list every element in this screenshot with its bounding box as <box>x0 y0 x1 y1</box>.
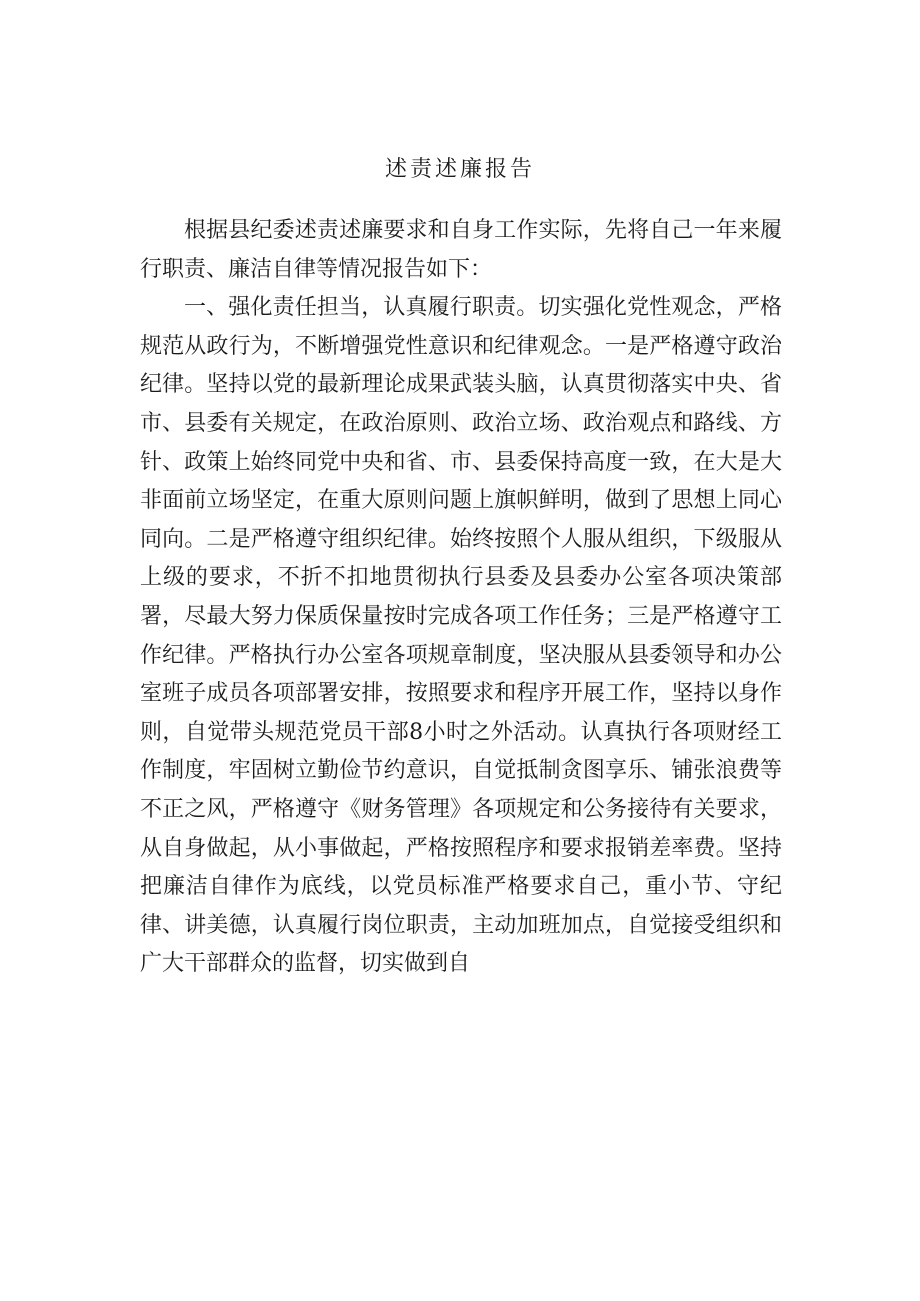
document-title: 述责述廉报告 <box>384 157 535 182</box>
paragraph-intro: 根据县纪委述责述廉要求和自身工作实际，先将自己一年来履行职责、廉洁自律等情况报告如下： <box>140 218 782 282</box>
paragraph-section-one: 一、强化责任担当，认真履行职责。切实强化党性观念，严格规范从政行为，不断增强党性意识和纪律观念。一是严格遵守政治纪律。坚持以党的最新理论成果武装头脑，认真贯彻落实中央、省市、县委有关规定，在政治原则、政治立场、政治观点和路线、方针、政策上始终同党中央和省、市、县委保持高度一致，在大是大非面前立场坚定，在重大原则问题上旗帜鲜明，做到了思想上同心同向。二是严格遵守组织纪律。始终按照个人服从组织，下级服从上级的要求，不折不扣地贯彻执行县委及县委办公室各项决策部署，尽最大努力保质保量按时完成各项工作任务；三是严格遵守工作纪律。严格执行办公室各项规章制度，坚决服从县委领导和办公室班子成员各项部署安排，按照要求和程序开展工作，坚持以身作则，自觉带头规范党员干部8小时之外活动。认真执行各项财经工作制度，牢固树立勤俭节约意识，自觉抵制贪图享乐、铺张浪费等不正之风，严格遵守《财务管理》各项规定和公务接待有关要求，从自身做起，从小事做起，严格按照程序和要求报销差率费。坚持把廉洁自律作为底线，以党员标准严格要求自己，重小节、守纪律、讲美德，认真履行岗位职责，主动加班加点，自觉接受组织和广大干部群众的监督，切实做到自 <box>140 295 782 977</box>
document-body <box>140 212 782 984</box>
